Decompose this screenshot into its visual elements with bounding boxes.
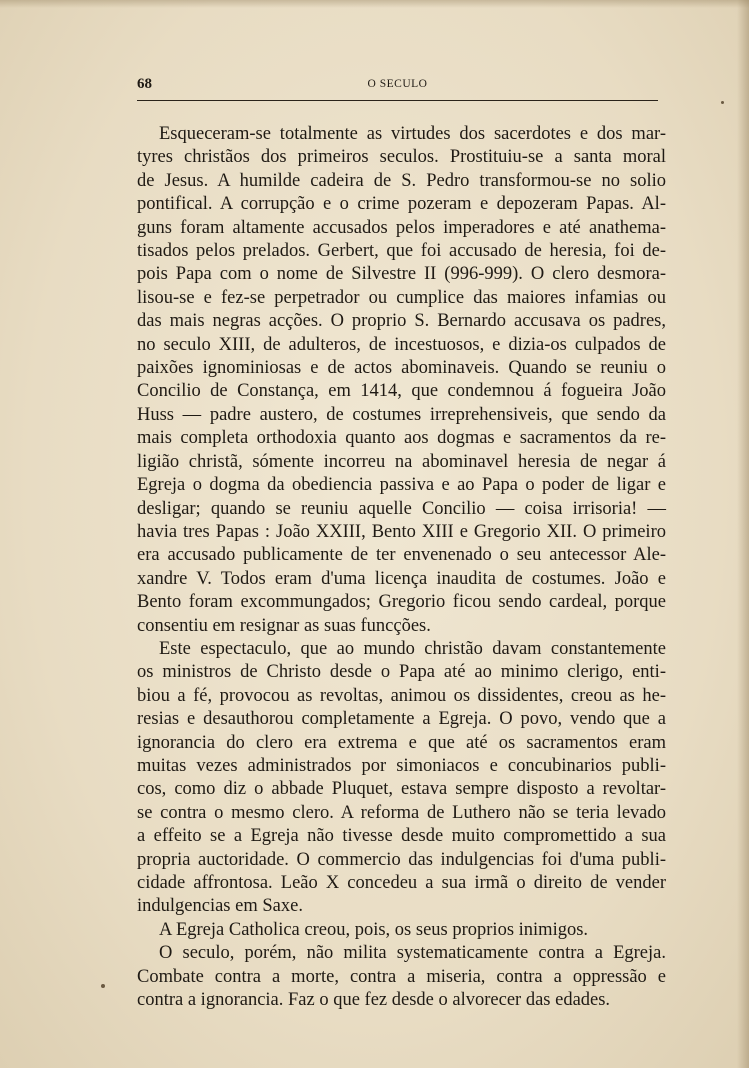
text-line: O seculo, porém, não milita systematicamente contra a Egreja. [159,943,666,964]
paragraph [137,919,666,942]
text-line: tisados pelos prelados. Gerbert, que foi accusado de heresia, foi de- [137,241,666,262]
text-line: consentiu em resignar as suas funcções. [137,615,431,636]
text-line: muitas vezes administrados por simoniacos e concubinarios publi- [137,755,666,776]
text-line: guns foram altamente accusados pelos imperadores e até anathema- [137,217,666,238]
text-line: Bento foram excommungados; Gregorio ficou sendo cardeal, porque [137,592,666,613]
text-line: biou a fé, provocou as revoltas, animou os dissidentes, creou as he- [137,685,666,706]
text-line: os ministros de Christo desde o Papa até ao minimo clerigo, enti- [137,662,666,683]
paper-speck [721,101,724,104]
text-line: Concilio de Constança, em 1414, que condemnou á fogueira João [137,381,666,402]
header-rule [137,100,658,101]
page-number: 68 [137,76,152,92]
text-line: lisou-se e fez-se perpetrador ou cumplice das maiores infamias ou [137,287,666,308]
text-line: Este espectaculo, que ao mundo christão davam constantemente [159,638,666,659]
paragraph [137,942,666,1012]
text-line: Huss — padre austero, de costumes irreprehensiveis, que sendo da [137,404,666,425]
text-line: Combate contra a morte, contra a miseria, contra a oppressão e [137,966,666,987]
page-right-edge-shadow [737,0,749,1068]
text-line: cos, como diz o abbade Pluquet, estava sempre disposto a revoltar- [137,779,666,800]
text-line: pontifical. A corrupção e o crime pozeram e depozeram Papas. Al- [137,194,666,215]
text-line: xandre V. Todos eram d'uma licença inaudita de costumes. João e [137,568,666,589]
text-line: pois Papa com o nome de Silvestre II (996-999). O clero desmora- [137,264,666,285]
text-line: tyres christãos dos primeiros seculos. Prostituiu-se a santa moral [137,147,666,168]
text-line: a effeito se a Egreja não tivesse desde muito compromettido a sua [137,826,666,847]
text-line: resias e desauthorou completamente a Egreja. O povo, vendo que a [137,709,666,730]
page-top-edge-shadow [0,0,749,8]
text-line: contra a ignorancia. Faz o que fez desde o alvorecer das edades. [137,990,611,1011]
text-line: desligar; quando se reuniu aquelle Concilio — coisa irrisoria! — [137,498,666,519]
text-line: A Egreja Catholica creou, pois, os seus proprios inimigos. [159,919,589,940]
text-line: havia tres Papas : João XXIII, Bento XIII e Gregorio XII. O primeiro [137,521,666,542]
text-line: propria auctoridade. O commercio das indulgencias foi d'uma publi- [137,849,666,870]
text-line: no seculo XIII, de adulteros, de incestuosos, e dizia-os culpados de [137,334,666,355]
page-header [137,76,658,98]
text-line: era accusado publicamente de ter envenenado o seu antecessor Ale- [137,545,666,566]
paper-speck [101,984,105,988]
text-line: das mais negras acções. O proprio S. Bernardo accusava os padres, [137,311,666,332]
paragraph [137,638,666,919]
text-line: indulgencias em Saxe. [137,896,303,917]
paragraph [137,123,666,638]
running-title: O SECULO [367,78,428,90]
text-line: mais completa orthodoxia quanto aos dogmas e sacramentos da re- [137,428,666,449]
text-line: ignorancia do clero era extrema e que até os sacramentos eram [137,732,666,753]
text-line: ligião christã, sómente incorreu na abominavel heresia de negar á [137,451,666,472]
text-line: de Jesus. A humilde cadeira de S. Pedro transformou-se no solio [137,170,666,191]
text-line: Esqueceram-se totalmente as virtudes dos sacerdotes e dos mar- [159,124,666,144]
text-line: cidade affrontosa. Leão X concedeu a sua irmã o direito de vender [137,873,666,893]
text-line: Egreja o dogma da obediencia passiva e ao Papa o poder de ligar e [137,475,666,496]
body-text [137,123,666,1012]
text-line: se contra o mesmo clero. A reforma de Luthero não se teria levado [137,802,666,823]
text-line: paixões ignominiosas e de actos abominaveis. Quando se reuniu o [137,358,666,379]
